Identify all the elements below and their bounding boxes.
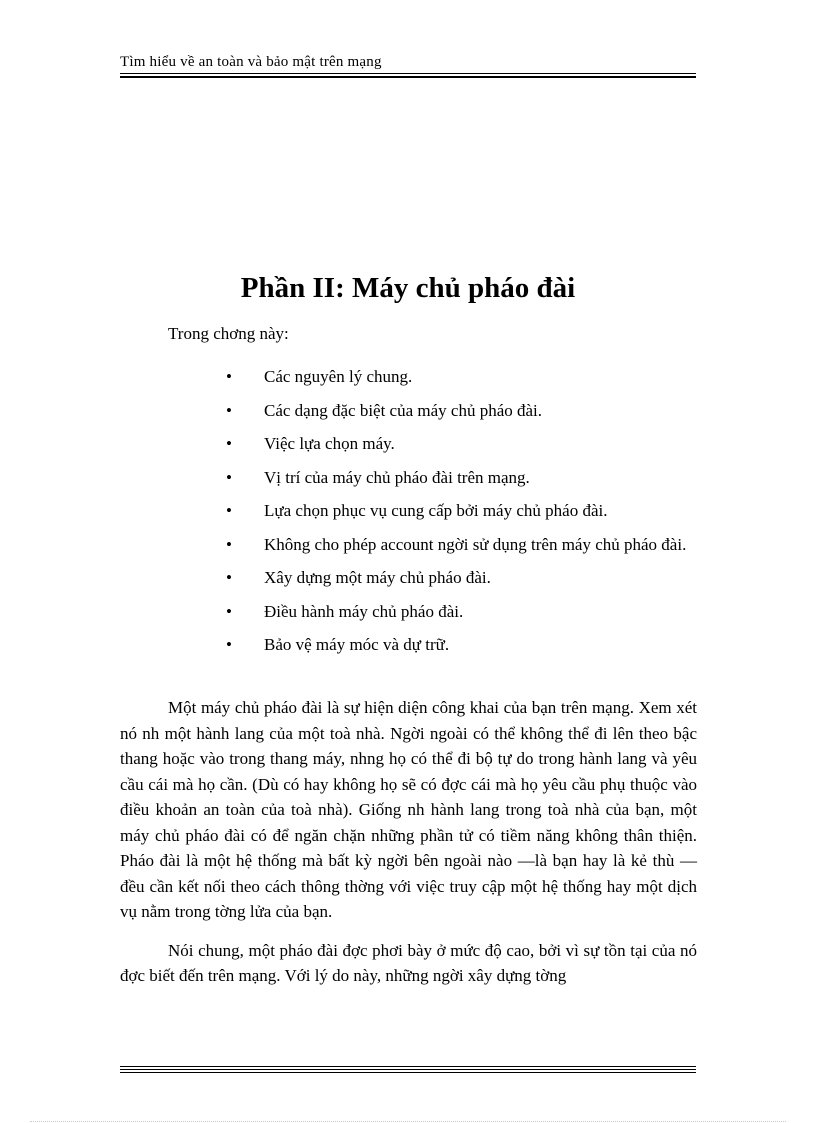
- header-rule: [120, 73, 696, 74]
- footer-rule: [120, 1066, 696, 1067]
- bullet-icon: •: [226, 400, 232, 420]
- header-rule-thick: [120, 76, 696, 78]
- paragraph: Nói chung, một pháo đài đợc phơi bày ở mức độ cao, bởi vì sự tồn tại của nó đợc biết đến trên mạng. Với lý do này, những ngời xây dựng tờng: [120, 940, 697, 985]
- list-item: • Vị trí của máy chủ pháo đài trên mạng.: [226, 465, 698, 491]
- footer-rule: [120, 1072, 696, 1073]
- bullet-icon: •: [226, 467, 232, 487]
- footer-rule: [120, 1069, 696, 1070]
- page-title: Phần II: Máy chủ pháo đài: [240, 272, 576, 304]
- list-item: • Xây dựng một máy chủ pháo đài.: [226, 565, 698, 591]
- list-item: • Không cho phép account ngời sử dụng trên máy chủ pháo đài.: [226, 532, 698, 558]
- bullet-icon: •: [226, 568, 232, 587]
- body-text: [120, 695, 697, 1002]
- intro-line: Trong chơng này:: [168, 324, 289, 343]
- bullet-icon: •: [226, 601, 232, 621]
- list-item: • Các dạng đặc biệt của máy chủ pháo đài.: [226, 398, 698, 424]
- list-item: • Các nguyên lý chung.: [226, 364, 698, 390]
- bullet-icon: •: [226, 534, 232, 554]
- bullet-icon: •: [226, 367, 232, 386]
- bullet-icon: •: [226, 635, 232, 654]
- list-item: • Bảo vệ máy móc và dự trữ.: [226, 632, 698, 658]
- bullet-icon: •: [226, 434, 232, 453]
- bullet-icon: •: [226, 501, 232, 520]
- page-bottom-margin: [0, 1024, 816, 1064]
- paragraph: Một máy chủ pháo đài là sự hiện diện công khai của bạn trên mạng. Xem xét nó nh một hành lang của một toà nhà. Ngời ngoài có thể không thể đi lên theo bậc thang hoặc vào trong thang máy, nhng họ có thể đi bộ tự do trong hành lang và yêu cầu cái mà họ cần. (Dù có hay không họ sẽ có đợc cái mà họ yêu cầu phụ thuộc vào điều khoản an toàn của toà nhà). Giống nh hành lang trong toà nhà của bạn, một máy chủ pháo đài có để ngăn chặn những phần tử có tiềm năng không thân thiện. Pháo đài là một hệ thống mà bất kỳ ngời bên ngoài nào —là bạn hay là kẻ thù — đều cần kết nối theo cách thông thờng với việc truy cập một hệ thống hay một dịch vụ nằm trong tờng lửa của bạn.: [120, 698, 697, 921]
- bullet-list: [226, 364, 698, 666]
- list-item: • Việc lựa chọn máy.: [226, 431, 698, 457]
- page-edge-divider: [30, 1121, 786, 1122]
- list-item: • Lựa chọn phục vụ cung cấp bởi máy chủ pháo đài.: [226, 498, 698, 524]
- header-title: Tìm hiểu về an toàn và bảo mật trên mạng: [120, 54, 382, 70]
- list-item: • Điều hành máy chủ pháo đài.: [226, 599, 698, 625]
